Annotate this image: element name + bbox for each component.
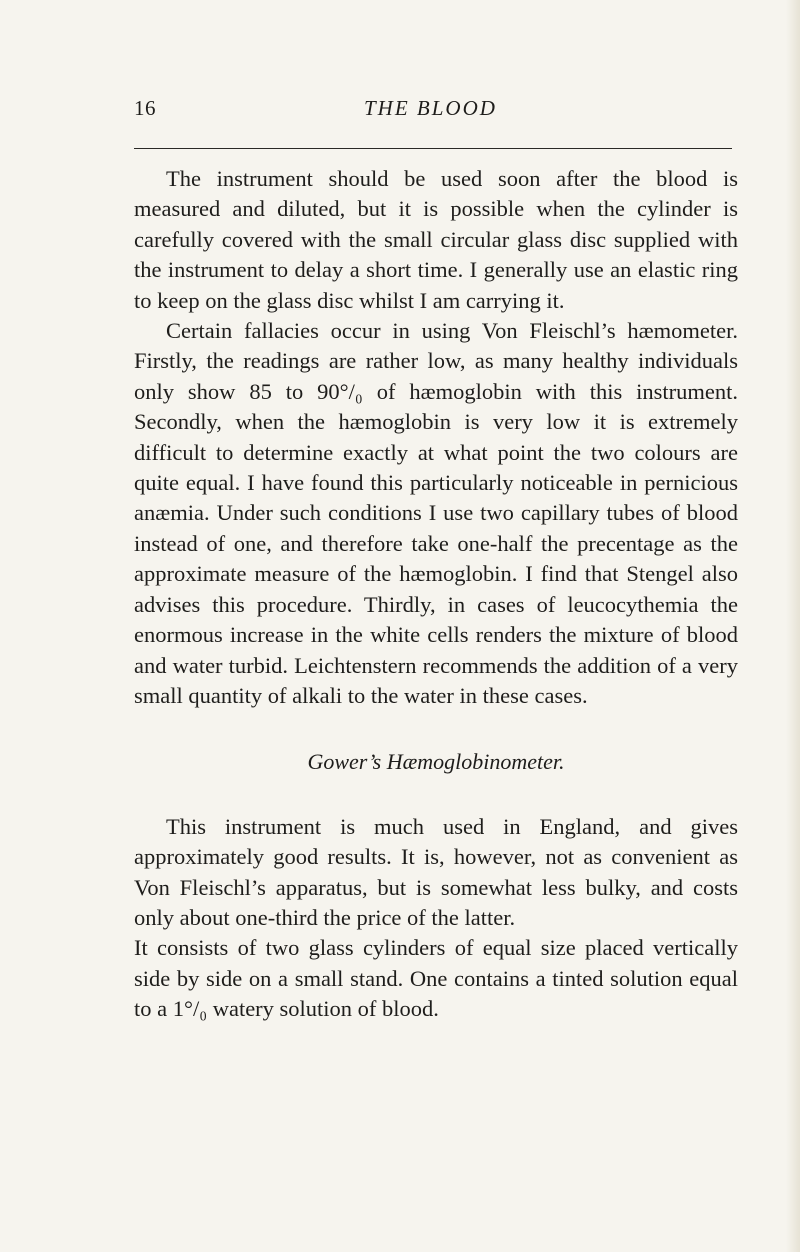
paragraph: It consists of two glass cylinders of equal size placed vertically side by side on a small stand. One contains a tinted solution equal to a 1°/₀ watery solution of blood. (134, 935, 738, 1022)
running-title: THE BLOOD (364, 96, 497, 120)
paragraph: This instrument is much used in England, and gives approximately good results. It is, however, not as convenient as Von Fleischl’s apparatus, but is somewhat less bulky, and costs only about one-third the price of the latter. (134, 813, 738, 930)
page-body (134, 164, 738, 1025)
header-rule (134, 148, 732, 149)
page-number: 16 (134, 96, 156, 120)
paragraph: The instrument should be used soon after the blood is measured and diluted, but it is possible when the cylinder is carefully covered with the small circular glass disc supplied with the instrument to delay a short time. I generally use an elastic ring to keep on the glass disc whilst I am carrying it. (134, 166, 738, 313)
page-edge-shadow (786, 0, 800, 1252)
page-header (0, 96, 800, 136)
section-heading: Gower’s Hæmoglobinometer. (307, 749, 565, 775)
paragraph: Certain fallacies occur in using Von Fleischl’s hæmometer. Firstly, the readings are rather low, as many healthy individuals only show 85 to 90°/₀ of hæmoglobin with this instrument. Secondly, when the hæmoglobin is very low it is extremely difficult to determine exactly at what point the two colours are quite equal. I have found this particularly noticeable in pernicious anæmia. Under such conditions I use two capillary tubes of blood instead of one, and therefore take one-half the precentage as the approximate measure of the hæmoglobin. I find that Stengel also advises this procedure. Thirdly, in cases of leucocythemia the enormous increase in the white cells renders the mixture of blood and water turbid. Leichtenstern recommends the addition of a very small quantity of alkali to the water in these cases. (134, 318, 738, 708)
